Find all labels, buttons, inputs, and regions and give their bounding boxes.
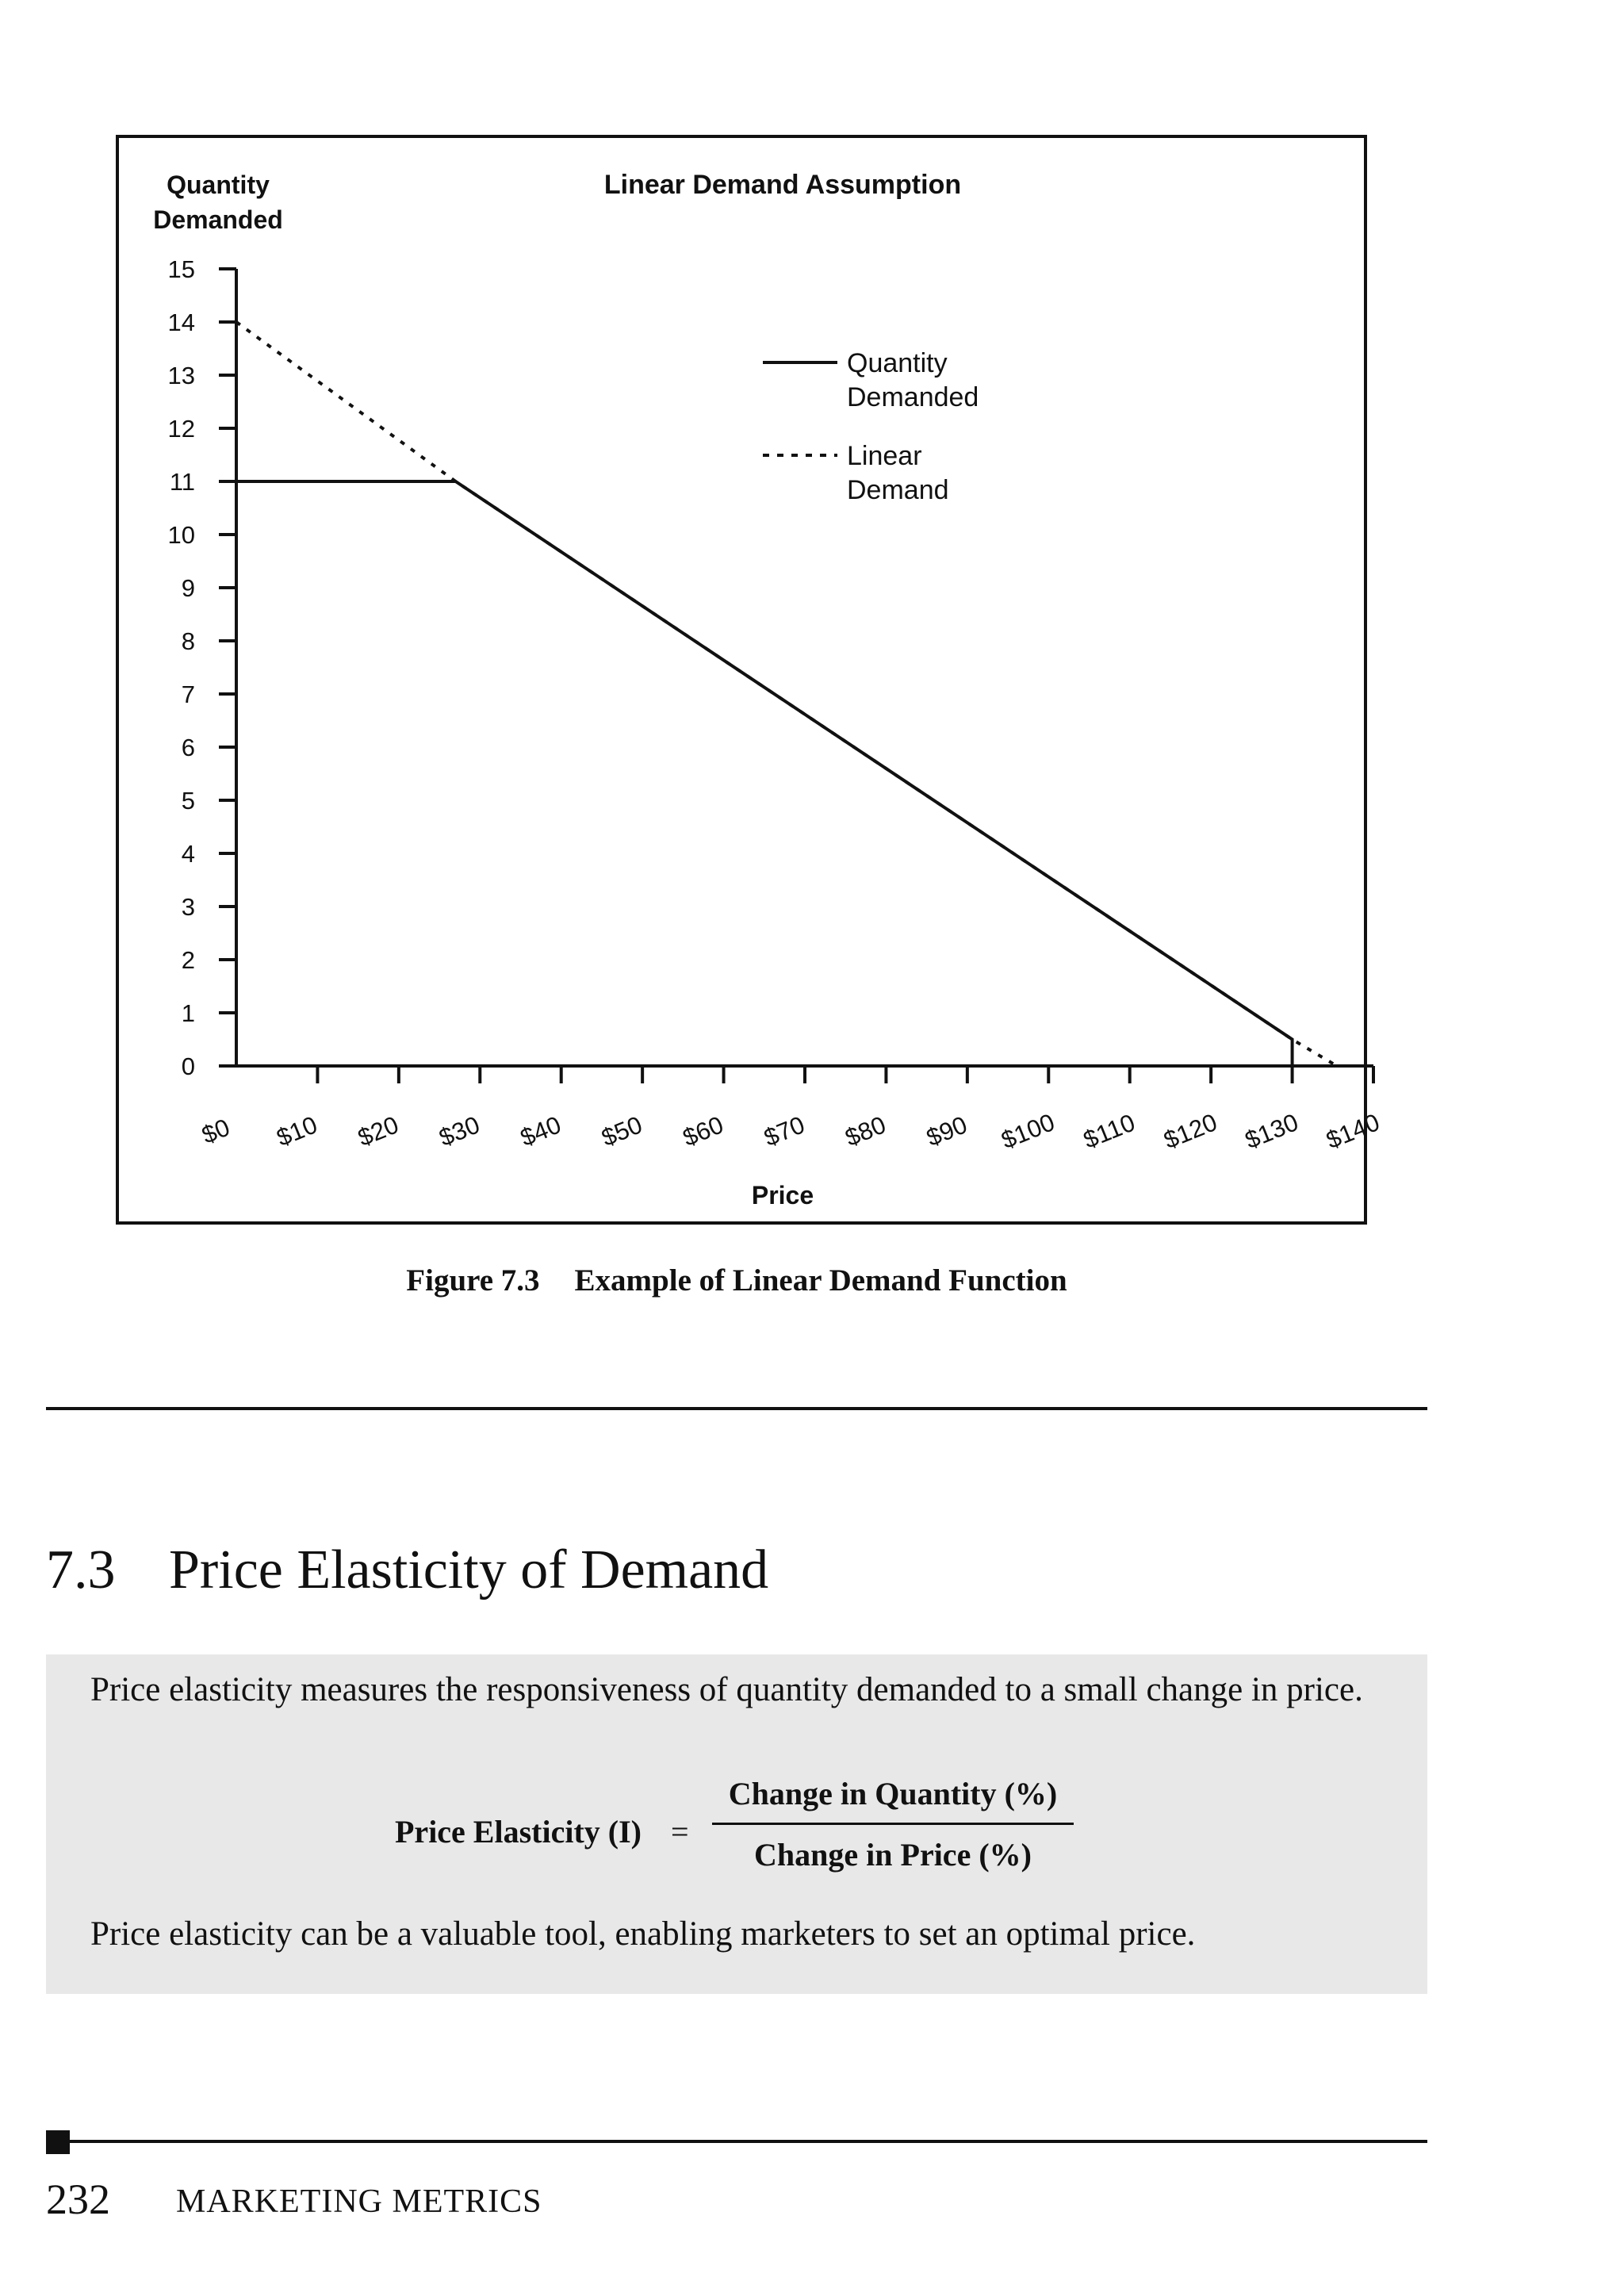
chart-title: Linear Demand Assumption [603,170,962,200]
y-ticks [168,255,236,1080]
y-tick-label: 9 [181,574,195,602]
y-tick-label: 15 [167,255,195,283]
legend-label-quantity-line2: Demanded [847,382,979,412]
x-tick-label: $20 [354,1110,403,1152]
formula-numerator: Change in Quantity (%) [728,1776,1058,1811]
legend-label-linear-line1: Linear [847,441,922,471]
x-tick-label: $50 [597,1110,646,1152]
page-number: 232 [46,2176,110,2223]
x-tick-label: $40 [516,1110,565,1152]
figure-caption [0,1263,1473,1298]
x-tick-label: $100 [997,1108,1059,1155]
section-title: Price Elasticity of Demand [169,1539,769,1601]
x-ticks [198,1066,1384,1154]
legend [763,348,979,505]
running-head: MARKETING METRICS [176,2183,542,2220]
y-tick-label: 0 [181,1052,195,1080]
x-tick-label: $110 [1079,1108,1139,1154]
y-tick-label: 13 [167,362,195,389]
demand-chart [119,138,1384,1221]
formula-equals: = [671,1814,689,1850]
y-tick-label: 7 [181,680,195,708]
x-tick-label: $30 [435,1110,484,1152]
figure-title: Example of Linear Demand Function [574,1263,1067,1298]
y-tick-label: 4 [181,840,195,868]
definition-callout [46,1654,1427,1994]
figure-frame [116,135,1384,1225]
footer-rule [46,2140,1427,2143]
y-tick-label: 5 [181,787,195,815]
y-tick-label: 6 [181,734,195,761]
legend-label-quantity-line1: Quantity [847,348,948,378]
x-tick-label: $130 [1241,1108,1303,1155]
y-tick-label: 14 [167,309,195,336]
axes [236,269,1373,1066]
x-tick-label: $90 [922,1110,971,1152]
x-tick-label: $80 [841,1110,891,1152]
y-axis-label-line1: Quantity [167,171,270,199]
series-linear-demand [236,322,1337,1066]
x-tick-label: $70 [760,1110,809,1152]
fraction-bar [712,1823,1074,1825]
x-tick-label: $120 [1159,1108,1221,1155]
elasticity-formula [395,1773,1124,1884]
x-tick-label: $10 [272,1110,322,1152]
formula-denominator: Change in Price (%) [754,1837,1032,1873]
series-quantity-demanded [236,481,1293,1066]
x-tick-label: $140 [1322,1108,1384,1155]
section-heading [46,1539,768,1602]
x-axis-label: Price [751,1181,814,1210]
x-tick-label: $60 [679,1110,728,1152]
formula-lhs: Price Elasticity (I) [395,1814,642,1850]
x-tick-label: $0 [197,1113,234,1149]
definition-text: Price elasticity measures the responsiveness of quantity demanded to a small change in price. [90,1671,1363,1708]
y-tick-label: 2 [181,946,195,974]
y-tick-label: 11 [169,468,195,496]
series-lines [236,322,1337,1066]
closing-text: Price elasticity can be a valuable tool, enabling marketers to set an optimal price. [90,1915,1196,1953]
y-tick-label: 8 [181,627,195,655]
figure-number: Figure 7.3 [406,1263,540,1298]
formula-fraction [712,1773,1074,1876]
y-axis-label-line2: Demanded [153,205,283,234]
section-number: 7.3 [46,1539,116,1601]
y-tick-label: 1 [181,999,195,1027]
y-tick-label: 3 [181,893,195,921]
legend-label-linear-line2: Demand [847,475,949,505]
y-tick-label: 12 [167,415,195,443]
section-divider [46,1407,1427,1410]
y-tick-label: 10 [167,521,195,549]
